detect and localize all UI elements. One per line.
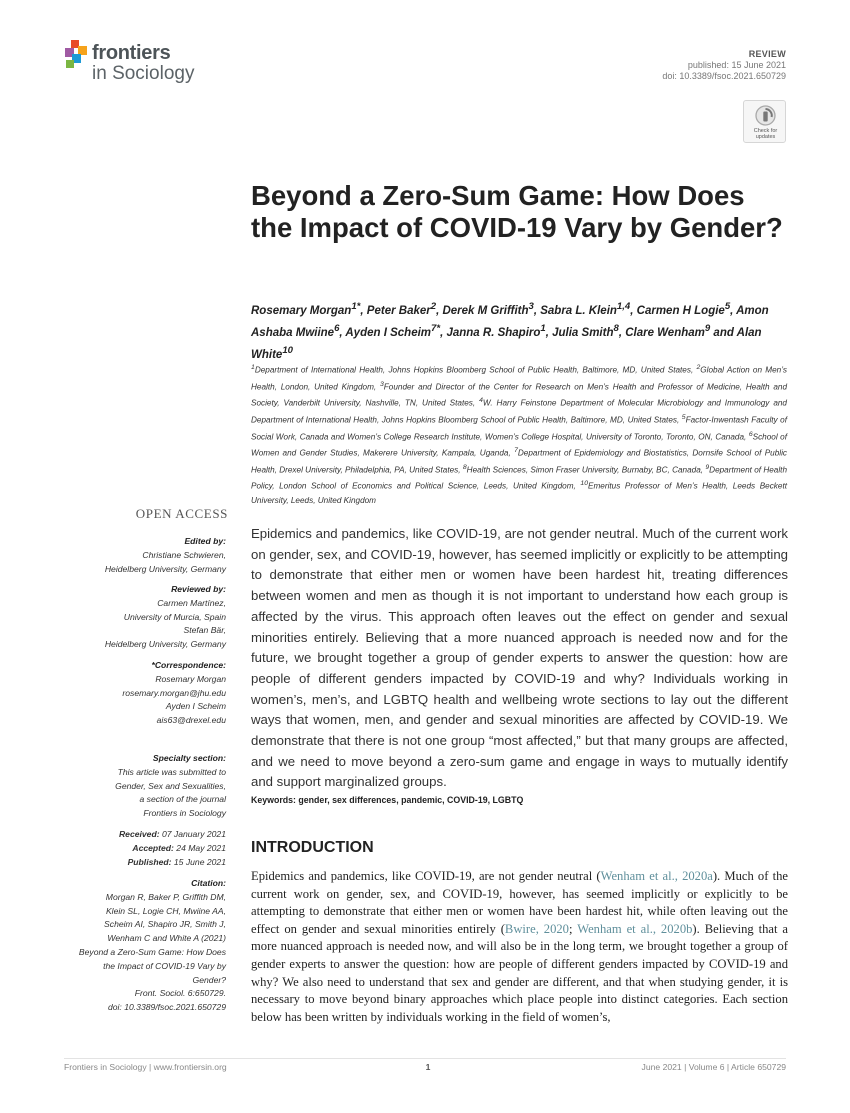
reviewed-by-line: Stefan Bär, <box>183 625 226 636</box>
introduction-paragraph: Epidemics and pandemics, like COVID-19, are not gender neutral (Wenham et al., 2020a). Much of the current work on gender, sex, and COVID-19, however, has seemed implicitly or explicitly to be attempting to demonstrate that either men or women have been hardest hit, while often leaving out the effect on gender and sexual minorities entirely (Bwire, 2020; Wenham et al., 2020b). Believing that a more nuanced approach is needed now, and will also be in the long term, we brought together a group of gender experts to answer the question: how are people of different genders impacted by COVID-19 and why? We also need to understand that sex and gender are different, and that when studying gender, it is necessary to move beyond binary approaches which place people into distinct categories. Each section below has been written by individuals working in the field of women’s, <box>251 869 789 1024</box>
author-name: Amon Ashaba Mwiine <box>251 304 769 339</box>
specialty-section-label: Specialty section: <box>152 753 226 763</box>
edited-by-line: Heidelberg University, Germany <box>104 563 226 574</box>
edited-by-label: Edited by: <box>184 536 226 546</box>
author-affiliation-marker: 6 <box>334 322 340 334</box>
affiliation-text: Factor-Inwentash Faculty of Social Work, Canada and Women’s College Research Institute, Women’s College Hospital, University of Toronto, Toronto, ON, Canada, <box>251 415 788 442</box>
author-affiliation-marker: 8 <box>613 322 619 334</box>
author-affiliation-marker: 2 <box>430 301 437 312</box>
article-type: REVIEW <box>748 49 786 59</box>
citation-link[interactable]: Wenham et al., 2020a <box>600 869 713 883</box>
specialty-line: This article was submitted to <box>117 766 226 777</box>
author-affiliation-marker: 1,4 <box>616 301 631 312</box>
author-affiliation-marker: 5 <box>724 301 731 312</box>
section-heading-introduction: INTRODUCTION <box>251 839 374 856</box>
reviewed-by-line: University of Murcia, Spain <box>123 611 226 622</box>
article-meta <box>662 49 786 82</box>
affiliation-marker: 8 <box>462 463 467 471</box>
journal-logo <box>64 38 224 86</box>
citation-line: Morgan R, Baker P, Griffith DM, <box>105 891 226 902</box>
reviewed-by-label: Reviewed by: <box>171 584 226 594</box>
check-for-updates-badge[interactable] <box>743 100 786 143</box>
citation-line: Wenham C and White A (2021) <box>107 933 226 944</box>
article-title: Beyond a Zero-Sum Game: How Does the Impact of COVID-19 Vary by Gender? <box>251 180 783 243</box>
author-name: Julia Smith <box>552 326 614 339</box>
footer-divider <box>64 1058 786 1059</box>
affiliation-text: Global Action on Men’s Health, London, United Kingdom, <box>251 365 787 392</box>
reviewed-by-line: Heidelberg University, Germany <box>104 639 226 650</box>
author-name: and Alan White <box>251 326 762 361</box>
author-affiliation-marker: 3 <box>528 301 534 312</box>
author-name: Janna R. Shapiro <box>446 326 541 339</box>
affiliation-text: Health Sciences, Simon Fraser University, Burnaby, BC, Canada, <box>466 465 706 475</box>
correspondence-block <box>60 659 226 728</box>
citation-link[interactable]: Wenham et al., 2020b <box>577 921 693 936</box>
author-name: Rosemary Morgan <box>251 304 352 317</box>
correspondence-email[interactable]: rosemary.morgan@jhu.edu <box>122 687 226 698</box>
affiliation-text: Department of International Health, Johns Hopkins Bloomberg School of Public Health, Baltimore, MD, United States, <box>254 365 697 375</box>
affiliation-marker: 10 <box>580 480 589 488</box>
page-number: 1 <box>425 1062 431 1072</box>
affiliation-marker: 1 <box>251 364 255 371</box>
footer-issue: June 2021 | Volume 6 | Article 650729 <box>641 1062 786 1072</box>
author-name: Derek M Griffith <box>442 304 529 317</box>
citation-line: Klein SL, Logie CH, Mwiine AA, <box>105 905 226 916</box>
abstract: Epidemics and pandemics, like COVID-19, are not gender neutral. Much of the current work on gender, sex, and COVID-19, however, has seemed implicitly or explicitly to be attempting to demonstrate that either men or women have been hardest hit, treating differences between women and men as though it is not important to understand how each group is affected by the virus. This approach often leaves out the effect on gender and sexual minorities entirely. Believing that a more nuanced approach is needed now and for the future, we brought together a group of gender experts to answer the question: how are people of different genders impacted by COVID-19 and why? Individuals working in women’s, men’s, and LGBTQ health and wellbeing wrote sections to lay out the different ways that women, men, and gender and sexual minorities are affected by COVID-19. We demonstrate that there is not one group “most affected,” but that many groups are affected, and we need to move beyond a zero-sum game and engage in ways to mutually identify and support marginalized groups. <box>251 526 788 790</box>
correspondence-name: Rosemary Morgan <box>155 673 226 684</box>
affiliation-marker: 6 <box>748 430 753 438</box>
author-list: Rosemary Morgan$^{1*}$, Peter Baker$^2$, Derek M Griffith$^3$, Sabra L. Klein$^{1,4}$, Carmen H Logie$^5$, Amon Ashaba Mwiine$^6$, Ayden I Scheim$^{7*}$, Janna R. Shapiro$^1$, Julia Smith$^8$, Clare Wenham$^9$ and Alan White$^{10}$ <box>251 301 769 361</box>
footer-journal: Frontiers in Sociology | www.frontiersin.org <box>64 1062 227 1072</box>
correspondence-email[interactable]: ais63@drexel.edu <box>156 715 226 726</box>
affiliation-marker: 4 <box>479 397 483 405</box>
correspondence-label: *Correspondence: <box>151 660 226 670</box>
specialty-line: a section of the journal <box>139 794 226 805</box>
citation-line: Scheim AI, Shapiro JR, Smith J, <box>104 919 226 930</box>
author-name: Carmen H Logie <box>636 304 725 317</box>
specialty-line: Frontiers in Sociology <box>143 808 226 819</box>
citation-line: doi: 10.3389/fsoc.2021.650729 <box>107 1002 226 1013</box>
reviewed-by-block <box>60 583 226 652</box>
received-date: Received: 07 January 2021 <box>118 829 226 839</box>
edited-by-line: Christiane Schwieren, <box>142 549 226 560</box>
reviewed-by-line: Carmen Martínez, <box>157 597 226 608</box>
accepted-date: Accepted: 24 May 2021 <box>132 842 226 853</box>
citation-line: Front. Sociol. 6:650729. <box>134 988 226 999</box>
author-affiliation-marker: 7* <box>431 322 441 334</box>
open-access-label: OPEN ACCESS <box>135 506 228 521</box>
author-name: Ayden I Scheim <box>345 326 432 339</box>
citation-link[interactable]: Bwire, 2020 <box>504 921 569 936</box>
edited-by-block <box>60 535 226 576</box>
specialty-section-block <box>60 752 226 821</box>
author-affiliation-marker: 1* <box>351 301 361 312</box>
specialty-line: Gender, Sex and Sexualities, <box>115 780 226 791</box>
author-affiliation-marker: 1 <box>540 322 546 334</box>
citation-line: Gender? <box>192 974 226 985</box>
publish-date: published: 15 June 2021 <box>687 60 786 70</box>
correspondence-name: Ayden I Scheim <box>165 701 226 712</box>
citation-block <box>60 877 226 1015</box>
author-affiliation-marker: 10 <box>282 344 293 356</box>
check-updates-icon <box>755 105 776 126</box>
citation-label: Citation: <box>191 878 226 888</box>
author-name: Sabra L. Klein <box>540 304 617 317</box>
affiliations <box>251 361 787 508</box>
affiliation-text: Department of Health Policy, London School of Economics and Political Science, Leeds, United Kingdom, <box>251 465 787 492</box>
author-affiliation-marker: 9 <box>704 322 711 334</box>
affiliation-text: Emeritus Professor of Men’s Health, Leeds Beckett University, Leeds, United Kingdom <box>251 482 788 506</box>
affiliation-text: Department of Epidemiology and Biostatistics, Dornsife School of Public Health, Drexel University, Philadelphia, PA, United States, <box>251 448 787 475</box>
affiliation-marker: 9 <box>705 463 710 471</box>
author-name: Peter Baker <box>366 304 431 317</box>
affiliation-text: School of Women and Gender Studies, Makerere University, Kampala, Uganda, <box>251 432 788 458</box>
citation-line: the Impact of COVID-19 Vary by <box>103 960 226 971</box>
published-date: Published: 15 June 2021 <box>127 856 226 867</box>
dates-block <box>60 828 226 869</box>
citation-line: Beyond a Zero-Sum Game: How Does <box>78 946 226 957</box>
author-name: Clare Wenham <box>625 326 705 339</box>
logo-journal-name: in Sociology <box>92 63 195 84</box>
keywords: Keywords: gender, sex differences, pandemic, COVID-19, LGBTQ <box>251 795 524 805</box>
check-updates-label: Check for updates <box>753 128 778 140</box>
affiliation-text: Founder and Director of the Center for Research on Men’s Health and Professor of Medicine, Health and Society, Vanderbilt University, Nashville, TN, United States, <box>251 382 787 409</box>
affiliation-marker: 3 <box>379 380 384 388</box>
affiliation-marker: 7 <box>514 447 518 455</box>
logo-wordmark: frontiers <box>92 42 171 64</box>
affiliation-marker: 2 <box>696 364 701 371</box>
frontiers-logo-icon <box>64 40 88 70</box>
affiliation-text: W. Harry Feinstone Department of Molecular Microbiology and Immunology and Department of International Health, Johns Hopkins Bloomberg School of Public Health, Baltimore, MD, United States, <box>251 399 787 425</box>
affiliation-marker: 5 <box>681 413 686 421</box>
article-doi: doi: 10.3389/fsoc.2021.650729 <box>662 71 786 81</box>
